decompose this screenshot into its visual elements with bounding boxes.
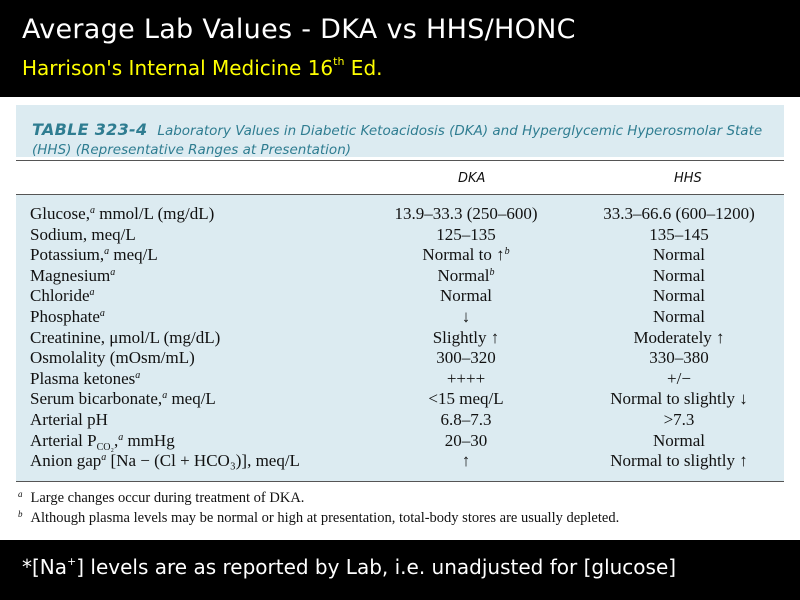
row-dka-value: ↓ [461, 307, 471, 326]
row-label: Arterial $P_{CO_2},^a$ mmHg [30, 430, 175, 453]
table-row [16, 410, 784, 431]
row-dka-value: <15 meq/L [428, 389, 504, 409]
row-dka-value: 6.8–7.3 [440, 410, 492, 429]
row-hhs-value: +/− [667, 368, 691, 388]
footnote-a: $^a$ Large changes occur during treatment of DKA. [18, 489, 305, 506]
row-label: Sodium, meq/L [30, 224, 136, 244]
subtitle-main: Harrison's Internal Medicine 16 [22, 56, 334, 80]
row-label: Phosphate$^a$ [30, 307, 105, 326]
table-body [16, 195, 784, 481]
table-row [16, 451, 784, 472]
row-dka-value: Normal$^b$ [437, 265, 495, 285]
subtitle-sup: th [333, 55, 345, 69]
caption-text: Laboratory Values in Diabetic Ketoacidosis (DKA) and Hyperglycemic Hyperosmolar State (HHS) (Representative Ranges at Presentation) [32, 123, 763, 158]
row-hhs-value: Normal to slightly ↑ [610, 451, 748, 471]
table-row [16, 307, 784, 328]
slide-title: Average Lab Values - DKA vs HHS/HONC [22, 14, 576, 45]
row-dka-value: 20–30 [444, 430, 488, 450]
row-hhs-value: Normal [653, 245, 705, 265]
row-dka-value: Normal to ↑$^b$ [422, 245, 510, 265]
row-label: Potassium,$^a$ meq/L [30, 245, 158, 265]
row-label: Plasma ketones$^a$ [30, 368, 141, 388]
row-hhs-value: Normal [653, 286, 705, 306]
row-hhs-value: Normal to slightly ↓ [610, 389, 748, 409]
row-dka-value: Slightly ↑ [432, 327, 500, 347]
subtitle-end: Ed. [344, 56, 383, 80]
row-dka-value: Normal [440, 286, 492, 306]
table-row [16, 286, 784, 307]
row-hhs-value: 33.3–66.6 (600–1200) [603, 204, 755, 223]
table-row [16, 245, 784, 266]
row-label: Magnesium$^a$ [30, 265, 116, 285]
col-header-dka: DKA [458, 171, 486, 186]
row-dka-value: ++++ [446, 368, 486, 388]
row-hhs-value: Moderately ↑ [633, 327, 725, 347]
table-caption [16, 105, 784, 157]
table-figure [0, 97, 800, 540]
table-row [16, 266, 784, 287]
slide-header [0, 0, 800, 97]
row-dka-value: ↑ [461, 451, 471, 471]
row-dka-value: 125–135 [436, 224, 496, 244]
row-label: Chloride$^a$ [30, 286, 95, 306]
row-hhs-value: 330–380 [649, 348, 709, 368]
row-label: Glucose,$^a$ mmol/L (mg/dL) [30, 204, 215, 223]
table-row [16, 225, 784, 246]
slide-subtitle [22, 56, 383, 80]
table-row [16, 369, 784, 390]
table-row [16, 389, 784, 410]
row-label: Arterial pH [30, 410, 108, 429]
footer-note: *[Na+] levels are as reported by Lab, i.e. unadjusted for [glucose] [22, 555, 677, 579]
row-label: Anion gap$^a$ [Na − (Cl + HCO₃)], meq/L [30, 451, 300, 471]
table-row [16, 204, 784, 225]
table-row [16, 431, 784, 452]
row-hhs-value: Normal [653, 265, 705, 285]
row-label: Serum bicarbonate,$^a$ meq/L [30, 389, 216, 409]
row-label: Osmolality (mOsm/mL) [30, 348, 195, 368]
col-header-hhs: HHS [674, 171, 702, 186]
row-hhs-value: >7.3 [663, 410, 695, 429]
table-number: TABLE 323-4 [32, 120, 148, 139]
footnote-b: $^b$ Although plasma levels may be normal or high at presentation, total-body stores are usually depleted. [18, 509, 620, 526]
row-label: Creatinine, μmol/L (mg/dL) [30, 327, 221, 347]
table-row [16, 348, 784, 369]
rule-bottom [16, 481, 784, 482]
row-dka-value: 13.9–33.3 (250–600) [394, 204, 538, 223]
table-row [16, 328, 784, 349]
row-hhs-value: Normal [653, 430, 705, 450]
row-hhs-value: Normal [653, 307, 705, 326]
row-hhs-value: 135–145 [649, 224, 709, 244]
row-dka-value: 300–320 [436, 348, 496, 368]
rule-top [16, 160, 784, 161]
